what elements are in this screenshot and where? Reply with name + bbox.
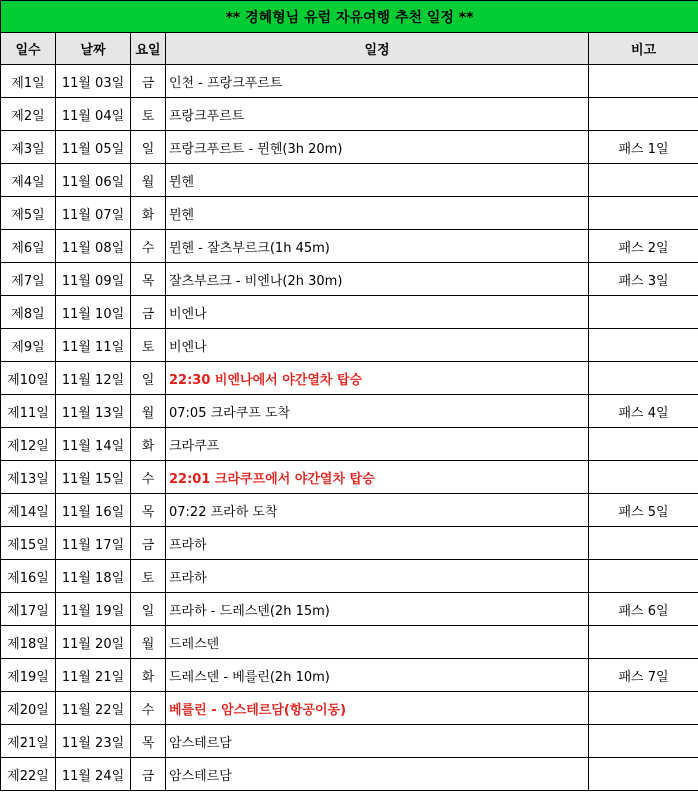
- header-schedule: 일정: [166, 33, 589, 65]
- table-row: [1, 98, 698, 131]
- cell-weekday: 금: [131, 296, 166, 329]
- cell-date: 11월 04일: [56, 98, 131, 131]
- cell-day: 제11일: [1, 395, 56, 428]
- cell-date: 11월 07일: [56, 197, 131, 230]
- cell-schedule: 인천 - 프랑크푸르트: [166, 65, 589, 98]
- cell-note: [589, 164, 698, 197]
- table-title: ** 경혜형님 유럽 자유여행 추천 일정 **: [1, 1, 698, 33]
- cell-day: 제6일: [1, 230, 56, 263]
- cell-note: [589, 197, 698, 230]
- cell-schedule: 07:05 크라쿠프 도착: [166, 395, 589, 428]
- header-date: 날짜: [56, 33, 131, 65]
- cell-weekday: 금: [131, 65, 166, 98]
- cell-date: 11월 10일: [56, 296, 131, 329]
- cell-day: 제18일: [1, 626, 56, 659]
- header-weekday: 요일: [131, 33, 166, 65]
- table-row: [1, 626, 698, 659]
- cell-day: 제3일: [1, 131, 56, 164]
- table-row: [1, 659, 698, 692]
- cell-weekday: 토: [131, 560, 166, 593]
- cell-day: 제21일: [1, 725, 56, 758]
- cell-weekday: 금: [131, 527, 166, 560]
- cell-weekday: 화: [131, 197, 166, 230]
- cell-schedule: 프랑크푸르트: [166, 98, 589, 131]
- cell-day: 제4일: [1, 164, 56, 197]
- table-row: [1, 692, 698, 725]
- cell-schedule: 암스테르담: [166, 758, 589, 791]
- cell-date: 11월 19일: [56, 593, 131, 626]
- table-row: [1, 329, 698, 362]
- cell-note: 패스 5일: [589, 494, 698, 527]
- cell-weekday: 월: [131, 164, 166, 197]
- cell-weekday: 목: [131, 725, 166, 758]
- table-row: [1, 461, 698, 494]
- cell-weekday: 월: [131, 626, 166, 659]
- cell-schedule: 잘츠부르크 - 비엔나(2h 30m): [166, 263, 589, 296]
- cell-weekday: 일: [131, 593, 166, 626]
- cell-schedule: 드레스덴: [166, 626, 589, 659]
- cell-weekday: 목: [131, 494, 166, 527]
- cell-weekday: 일: [131, 131, 166, 164]
- cell-day: 제1일: [1, 65, 56, 98]
- cell-weekday: 금: [131, 758, 166, 791]
- cell-day: 제15일: [1, 527, 56, 560]
- cell-schedule: 뮌헨: [166, 164, 589, 197]
- table-row: [1, 164, 698, 197]
- cell-schedule: 프라하 - 드레스덴(2h 15m): [166, 593, 589, 626]
- cell-date: 11월 16일: [56, 494, 131, 527]
- cell-schedule: 프랑크푸르트 - 뮌헨(3h 20m): [166, 131, 589, 164]
- table-row: [1, 197, 698, 230]
- table-row: [1, 494, 698, 527]
- cell-date: 11월 22일: [56, 692, 131, 725]
- cell-note: [589, 725, 698, 758]
- cell-date: 11월 20일: [56, 626, 131, 659]
- cell-date: 11월 06일: [56, 164, 131, 197]
- table-row: [1, 65, 698, 98]
- cell-schedule: 베를린 - 암스테르담(항공이동): [166, 692, 589, 725]
- table-row: [1, 758, 698, 791]
- cell-day: 제20일: [1, 692, 56, 725]
- cell-note: [589, 98, 698, 131]
- title-row: [1, 1, 698, 33]
- cell-note: 패스 7일: [589, 659, 698, 692]
- table-row: [1, 230, 698, 263]
- cell-schedule: 비엔나: [166, 329, 589, 362]
- cell-date: 11월 13일: [56, 395, 131, 428]
- cell-note: [589, 296, 698, 329]
- table-row: [1, 428, 698, 461]
- cell-weekday: 수: [131, 692, 166, 725]
- header-day: 일수: [1, 33, 56, 65]
- cell-schedule: 드레스덴 - 베를린(2h 10m): [166, 659, 589, 692]
- cell-schedule: 프라하: [166, 560, 589, 593]
- table-row: [1, 296, 698, 329]
- cell-weekday: 토: [131, 329, 166, 362]
- cell-note: [589, 329, 698, 362]
- cell-day: 제22일: [1, 758, 56, 791]
- cell-day: 제10일: [1, 362, 56, 395]
- cell-schedule: 07:22 프라하 도착: [166, 494, 589, 527]
- cell-date: 11월 12일: [56, 362, 131, 395]
- cell-schedule: 비엔나: [166, 296, 589, 329]
- table-row: [1, 131, 698, 164]
- table-row: [1, 395, 698, 428]
- cell-note: [589, 758, 698, 791]
- header-row: [1, 33, 698, 65]
- table-row: [1, 527, 698, 560]
- cell-weekday: 화: [131, 428, 166, 461]
- table-row: [1, 560, 698, 593]
- cell-day: 제7일: [1, 263, 56, 296]
- cell-day: 제9일: [1, 329, 56, 362]
- cell-note: [589, 461, 698, 494]
- cell-date: 11월 17일: [56, 527, 131, 560]
- cell-date: 11월 15일: [56, 461, 131, 494]
- cell-day: 제14일: [1, 494, 56, 527]
- cell-weekday: 토: [131, 98, 166, 131]
- cell-date: 11월 08일: [56, 230, 131, 263]
- cell-date: 11월 14일: [56, 428, 131, 461]
- cell-date: 11월 09일: [56, 263, 131, 296]
- cell-day: 제12일: [1, 428, 56, 461]
- cell-note: [589, 527, 698, 560]
- cell-schedule: 22:30 비엔나에서 야간열차 탑승: [166, 362, 589, 395]
- cell-day: 제2일: [1, 98, 56, 131]
- cell-schedule: 암스테르담: [166, 725, 589, 758]
- cell-day: 제5일: [1, 197, 56, 230]
- cell-schedule: 뮌헨: [166, 197, 589, 230]
- cell-weekday: 수: [131, 461, 166, 494]
- header-note: 비고: [589, 33, 698, 65]
- cell-note: 패스 2일: [589, 230, 698, 263]
- cell-note: 패스 1일: [589, 131, 698, 164]
- cell-date: 11월 21일: [56, 659, 131, 692]
- cell-date: 11월 23일: [56, 725, 131, 758]
- cell-schedule: 22:01 크라쿠프에서 야간열차 탑승: [166, 461, 589, 494]
- table-row: [1, 362, 698, 395]
- cell-note: 패스 3일: [589, 263, 698, 296]
- cell-day: 제13일: [1, 461, 56, 494]
- cell-note: [589, 428, 698, 461]
- table-row: [1, 593, 698, 626]
- cell-note: [589, 362, 698, 395]
- cell-schedule: 크라쿠프: [166, 428, 589, 461]
- cell-day: 제17일: [1, 593, 56, 626]
- cell-date: 11월 03일: [56, 65, 131, 98]
- cell-day: 제19일: [1, 659, 56, 692]
- cell-schedule: 프라하: [166, 527, 589, 560]
- cell-date: 11월 05일: [56, 131, 131, 164]
- cell-note: 패스 4일: [589, 395, 698, 428]
- cell-note: 패스 6일: [589, 593, 698, 626]
- cell-day: 제8일: [1, 296, 56, 329]
- cell-weekday: 월: [131, 395, 166, 428]
- cell-weekday: 화: [131, 659, 166, 692]
- cell-date: 11월 18일: [56, 560, 131, 593]
- cell-date: 11월 11일: [56, 329, 131, 362]
- cell-note: [589, 65, 698, 98]
- cell-schedule: 뮌헨 - 잘츠부르크(1h 45m): [166, 230, 589, 263]
- cell-day: 제16일: [1, 560, 56, 593]
- cell-note: [589, 692, 698, 725]
- cell-note: [589, 560, 698, 593]
- table-row: [1, 263, 698, 296]
- table-row: [1, 725, 698, 758]
- cell-weekday: 목: [131, 263, 166, 296]
- cell-note: [589, 626, 698, 659]
- cell-weekday: 일: [131, 362, 166, 395]
- cell-date: 11월 24일: [56, 758, 131, 791]
- cell-weekday: 수: [131, 230, 166, 263]
